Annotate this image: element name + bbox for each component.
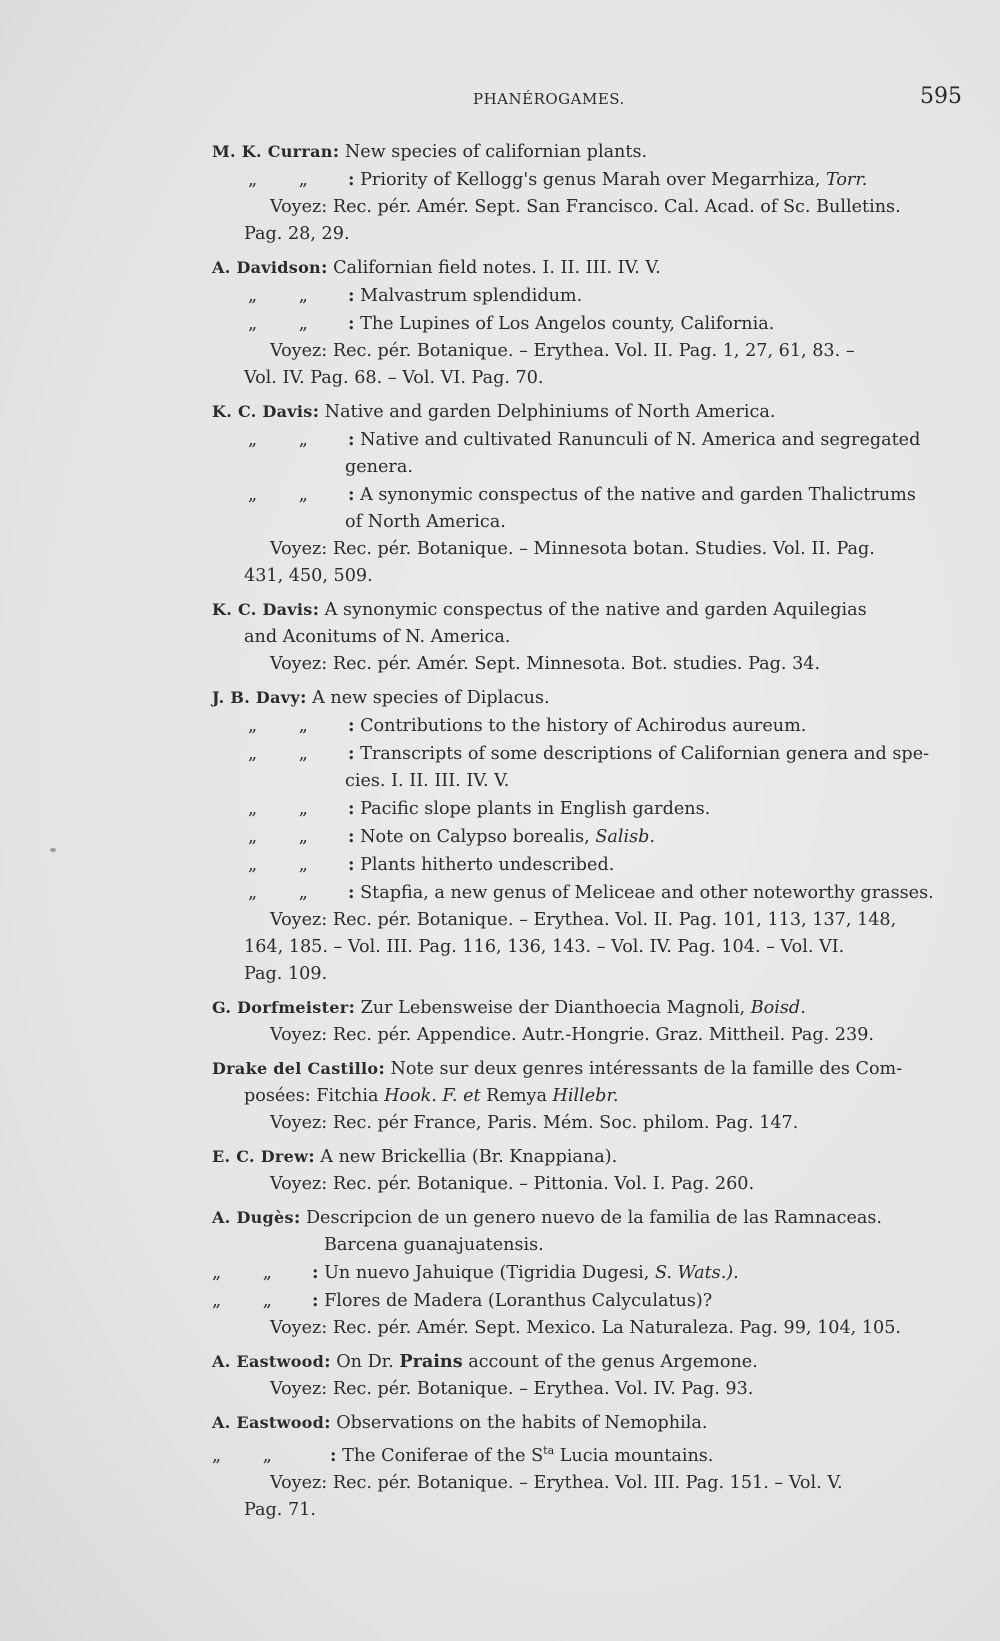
author-name: A. Eastwood	[212, 1413, 325, 1432]
author-name: Drake del Castillo	[212, 1059, 379, 1078]
author-name: J. B. Davy	[212, 688, 300, 707]
ditto-mark: „ „	[212, 1445, 290, 1466]
voyez-line: Voyez: Rec. pér. Botanique. – Erythea. Vol. III. Pag. 151. – Vol. V.	[270, 1472, 843, 1493]
entry-drew: E. C. Drew: A new Brickellia (Br. Knappiana). Voyez: Rec. pér. Botanique. – Pittonia. Vol. I. Pag. 260.	[212, 1143, 958, 1198]
author-name: M. K. Curran	[212, 142, 333, 161]
ditto-mark: „ „	[248, 485, 326, 505]
author-name: K. C. Davis	[212, 402, 313, 421]
voyez-line: Voyez: Rec. pér. Botanique. – Erythea. Vol. II. Pag. 101, 113, 137, 148,	[270, 910, 897, 930]
voyez-line: Voyez: Rec. pér. Amér. Sept. Minnesota. Bot. studies. Pag. 34.	[270, 654, 821, 674]
voyez-line: Voyez: Rec. pér. Botanique. – Minnesota botan. Studies. Vol. II. Pag.	[270, 539, 875, 559]
ditto-mark: „ „	[212, 1291, 290, 1311]
running-title: PHANÉROGAMES.	[473, 90, 625, 108]
author-name: K. C. Davis	[212, 600, 313, 619]
ditto-mark: „ „	[248, 883, 326, 903]
author-name: G. Dorfmeister	[212, 998, 349, 1017]
entry-davis-1: K. C. Davis: Native and garden Delphiniums of North America. „ „ : Native and cultivated Ranunculi of N. America and segregated genera. „ „ : A synonymic conspectus of the native and garden Thalictrums of North America. Voyez: Rec. pér. Botanique. – Minnesota botan. Studies. Vol. II. Pag. 431, 450, 509.	[212, 398, 958, 590]
page-number: 595	[920, 84, 962, 109]
title: New species of californian plants.	[344, 142, 648, 162]
ditto-mark: „ „	[248, 855, 326, 875]
entry-eastwood-2: A. Eastwood: Observations on the habits of Nemophila. „ „ : The Coniferae of the $S^{ta}$ Lucia mountains. Voyez: Rec. pér. Botanique. – Erythea. Vol. III. Pag. 151. – Vol. V. Pag. 71.	[212, 1409, 958, 1524]
ditto-mark: „ „	[212, 1263, 290, 1283]
ditto-mark: „ „	[248, 170, 326, 190]
author-name: A. Eastwood	[212, 1352, 325, 1371]
ditto-mark: „ „	[248, 430, 326, 450]
ditto-mark: „ „	[248, 744, 326, 764]
entry-duges: A. Dugès: Descripcion de un genero nuevo de la familia de las Ramnaceas. Barcena guanajuatensis. „ „ : Un nuevo Jahuique (Tigridia Dugesi, S. Wats.). „ „ : Flores de Madera (Loranthus Calyculatus)? Voyez: Rec. pér. Amér. Sept. Mexico. La Naturaleza. Pag. 99, 104, 105.	[212, 1204, 958, 1342]
ink-smudge	[50, 848, 56, 852]
page-header	[0, 84, 1000, 118]
voyez-line: Voyez: Rec. pér. Botanique. – Erythea. Vol. II. Pag. 1, 27, 61, 83. –	[270, 341, 855, 361]
voyez-line: Voyez: Rec. pér. Appendice. Autr.-Hongrie. Graz. Mittheil. Pag. 239.	[270, 1025, 874, 1045]
author-name: A. Dugès	[212, 1208, 294, 1227]
bibliography-list	[212, 138, 958, 1530]
voyez-line: Voyez: Rec. pér. Amér. Sept. San Francisco. Cal. Acad. of Sc. Bulletins.	[270, 197, 901, 217]
voyez-line: Voyez: Rec. pér. Botanique. – Erythea. Vol. IV. Pag. 93.	[270, 1379, 754, 1399]
voyez-line: Voyez: Rec. pér. Amér. Sept. Mexico. La Naturaleza. Pag. 99, 104, 105.	[270, 1318, 902, 1338]
entry-davidson: A. Davidson: Californian field notes. I. II. III. IV. V. „ „ : Malvastrum splendidum. „ „ : The Lupines of Los Angelos county, California. Voyez: Rec. pér. Botanique. – Erythea. Vol. II. Pag. 1, 27, 61, 83. – Vol. IV. Pag. 68. – Vol. VI. Pag. 70.	[212, 254, 958, 392]
entry-davy: J. B. Davy: A new species of Diplacus. „ „ : Contributions to the history of Achirodus aureum. „ „ : Transcripts of some descriptions of Californian genera and spe- cies. I. II. III. IV. V. „ „ : Pacific slope plants in English gardens. „ „ : Note on Calypso borealis, Salisb. „ „ : Plants hitherto undescribed. „ „ : Stapfia, a new genus of Meliceae and other noteworthy grasses. Voyez: Rec. pér. Botanique. – Erythea. Vol. II. Pag. 101, 113, 137, 148, 164, 185. – Vol. III. Pag. 116, 136, 143. – Vol. IV. Pag. 104. – Vol. VI. Pag. 109.	[212, 684, 958, 988]
ditto-mark: „ „	[248, 716, 326, 736]
ditto-mark: „ „	[248, 286, 326, 306]
voyez-line: Voyez: Rec. pér France, Paris. Mém. Soc. philom. Pag. 147.	[270, 1113, 799, 1133]
voyez-line: Voyez: Rec. pér. Botanique. – Pittonia. Vol. I. Pag. 260.	[270, 1174, 755, 1194]
ditto-mark: „ „	[248, 799, 326, 819]
ditto-mark: „ „	[248, 827, 326, 847]
author-name: A. Davidson	[212, 258, 321, 277]
entry-curran: M. K. Curran: New species of californian plants. „ „ : Priority of Kellogg's genus Marah over Megarrhiza, Torr. Voyez: Rec. pér. Amér. Sept. San Francisco. Cal. Acad. of Sc. Bulletins. Pag. 28, 29.	[212, 138, 958, 248]
author-name: E. C. Drew	[212, 1147, 309, 1166]
entry-drake-del-castillo: Drake del Castillo: Note sur deux genres intéressants de la famille des Com- posées: Fitchia Hook. F. et Remya Hillebr. Voyez: Rec. pér France, Paris. Mém. Soc. philom. Pag. 147.	[212, 1055, 958, 1137]
entry-dorfmeister: G. Dorfmeister: Zur Lebensweise der Dianthoecia Magnoli, Boisd. Voyez: Rec. pér. Appendice. Autr.-Hongrie. Graz. Mittheil. Pag. 239.	[212, 994, 958, 1049]
entry-eastwood-1: A. Eastwood: On Dr. Prains account of the genus Argemone. Voyez: Rec. pér. Botanique. – Erythea. Vol. IV. Pag. 93.	[212, 1348, 958, 1403]
ditto-mark: „ „	[248, 314, 326, 334]
entry-davis-2: K. C. Davis: A synonymic conspectus of the native and garden Aquilegias and Aconitums of N. America. Voyez: Rec. pér. Amér. Sept. Minnesota. Bot. studies. Pag. 34.	[212, 596, 958, 678]
